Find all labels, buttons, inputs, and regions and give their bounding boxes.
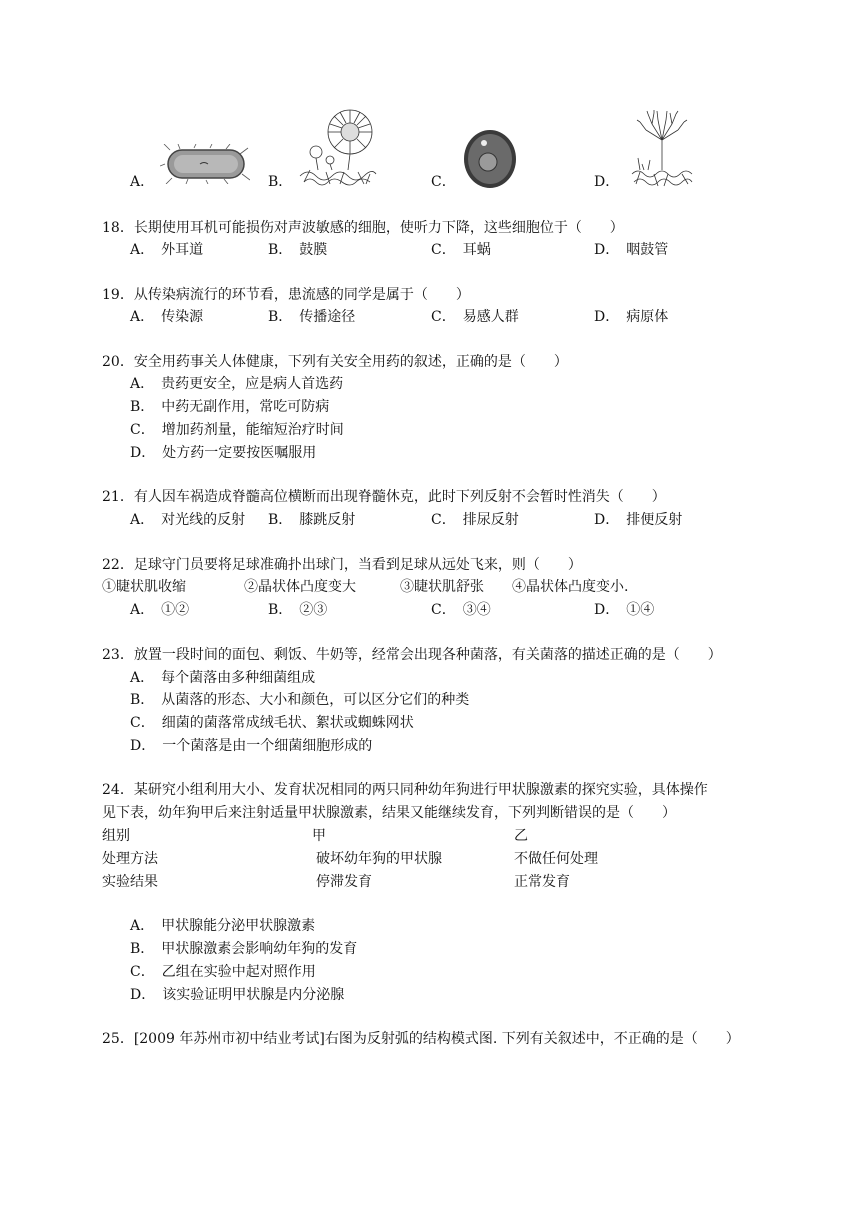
q18-option-d: D． 咽鼓管: [594, 242, 669, 258]
q24-option-c: C． 乙组在实验中起对照作用: [130, 964, 316, 980]
mold-sporangium-icon: [296, 106, 380, 188]
q24-table-header-jia: 甲: [312, 828, 326, 844]
q21-option-c: C． 排尿反射: [431, 512, 519, 528]
q24-option-b: B． 甲状腺激素会影响幼年狗的发育: [130, 941, 358, 957]
question-22-stem: 22．足球守门员要将足球准确扑出球门，当看到足球从远处飞来，则（ ）: [102, 557, 582, 573]
q21-option-a: A． 对光线的反射: [130, 512, 246, 528]
q20-option-b: B． 中药无副作用，常吃可防病: [130, 399, 330, 415]
q24-table-row-method-label: 处理方法: [102, 851, 158, 867]
q23-option-a: A． 每个菌落由多种细菌组成: [130, 670, 316, 686]
q24-option-a: A． 甲状腺能分泌甲状腺激素: [130, 918, 316, 934]
q22-statement-1: ①睫状肌收缩: [102, 579, 186, 595]
q20-option-d: D． 处方药一定要按医嘱服用: [130, 445, 317, 461]
q24-table-row-method-jia: 破坏幼年狗的甲状腺: [316, 851, 442, 867]
penicillium-icon: [630, 110, 694, 190]
q23-option-c: C． 细菌的菌落常成绒毛状、絮状或蜘蛛网状: [130, 715, 414, 731]
q17-option-c-label: C．: [431, 174, 456, 190]
question-20-stem: 20．安全用药事关人体健康，下列有关安全用药的叙述，正确的是（ ）: [102, 354, 568, 370]
q24-table-row-result-jia: 停滞发育: [316, 874, 372, 890]
q23-option-d: D． 一个菌落是由一个细菌细胞形成的: [130, 738, 373, 754]
question-24-stem-line2: 见下表，幼年狗甲后来注射适量甲状腺激素，结果又能继续发育，下列判断错误的是（ ）: [102, 805, 676, 821]
bacterium-icon: [160, 144, 250, 184]
q24-option-d: D． 该实验证明甲状腺是内分泌腺: [130, 987, 345, 1003]
q18-option-a: A． 外耳道: [130, 242, 204, 258]
q17-option-a-label: A．: [130, 174, 155, 190]
q22-option-c: C． ③④: [431, 602, 491, 618]
q20-option-c: C． 增加药剂量，能缩短治疗时间: [130, 422, 344, 438]
q17-option-d-label: D．: [594, 174, 620, 190]
q22-option-b: B． ②③: [268, 602, 328, 618]
q24-table-header-yi: 乙: [514, 828, 528, 844]
question-19-stem: 19．从传染病流行的环节看，患流感的同学是属于（ ）: [102, 287, 470, 303]
question-18-stem: 18．长期使用耳机可能损伤对声波敏感的细胞，使听力下降，这些细胞位于（ ）: [102, 220, 624, 236]
question-24-stem-line1: 24．某研究小组利用大小、发育状况相同的两只同种幼年狗进行甲状腺激素的探究实验，具体操作: [102, 782, 708, 798]
q19-option-c: C． 易感人群: [431, 309, 519, 325]
q22-statement-3: ③睫状肌舒张: [400, 579, 484, 595]
q24-table-header-group: 组别: [102, 828, 130, 844]
q24-table-row-result-label: 实验结果: [102, 874, 158, 890]
question-23-stem: 23．放置一段时间的面包、剩饭、牛奶等，经常会出现各种菌落，有关菌落的描述正确的是（ ）: [102, 647, 722, 663]
q23-option-b: B． 从菌落的形态、大小和颜色，可以区分它们的种类: [130, 692, 470, 708]
question-21-stem: 21．有人因车祸造成脊髓高位横断而出现脊髓休克，此时下列反射不会暂时性消失（ ）: [102, 489, 666, 505]
q19-option-a: A． 传染源: [130, 309, 204, 325]
q21-option-b: B． 膝跳反射: [268, 512, 356, 528]
q22-option-d: D． ①④: [594, 602, 655, 618]
q18-option-c: C． 耳蜗: [431, 242, 491, 258]
q18-option-b: B． 鼓膜: [268, 242, 328, 258]
q24-table-row-result-yi: 正常发育: [514, 874, 570, 890]
q24-table-row-method-yi: 不做任何处理: [514, 851, 598, 867]
q22-statement-2: ②晶状体凸度变大: [244, 579, 356, 595]
q21-option-d: D． 排便反射: [594, 512, 683, 528]
q17-option-b-label: B．: [268, 174, 293, 190]
yeast-cell-icon: [462, 128, 518, 190]
q19-option-d: D． 病原体: [594, 309, 669, 325]
q19-option-b: B． 传播途径: [268, 309, 356, 325]
q22-statement-4: ④晶状体凸度变小.: [512, 579, 629, 595]
q22-option-a: A． ①②: [130, 602, 190, 618]
q20-option-a: A． 贵药更安全，应是病人首选药: [130, 376, 344, 392]
question-25-stem: 25．[2009 年苏州市初中结业考试]右图为反射弧的结构模式图. 下列有关叙述中，不正确的是（ ）: [102, 1031, 740, 1047]
